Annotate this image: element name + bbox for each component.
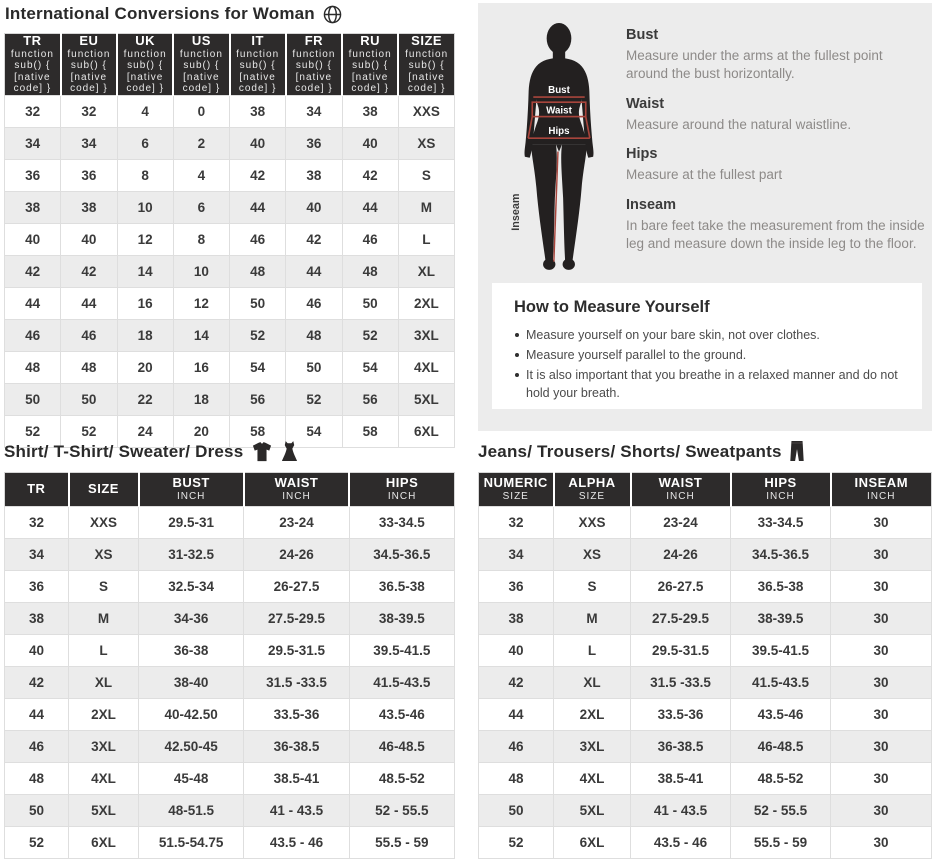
measurement-item [626, 197, 926, 253]
measurement-label: Inseam [626, 197, 676, 214]
table-cell: 36-38 [139, 635, 244, 667]
table-cell: 43.5-46 [349, 699, 454, 731]
table-cell: 24-26 [631, 539, 731, 571]
table-cell: 10 [117, 191, 173, 223]
table-cell: 52 - 55.5 [731, 795, 831, 827]
table-cell: XXS [554, 507, 631, 539]
table-cell: 30 [831, 667, 932, 699]
table-cell: 4XL [398, 351, 454, 383]
table-cell: 30 [831, 763, 932, 795]
table-cell: 46-48.5 [731, 731, 831, 763]
table-cell: 29.5-31.5 [244, 635, 349, 667]
table-cell: L [554, 635, 631, 667]
table-cell: 42 [286, 223, 342, 255]
table-header-row [5, 34, 455, 96]
table-cell: 5XL [398, 383, 454, 415]
table-row [479, 731, 932, 763]
table-cell: 31-32.5 [139, 539, 244, 571]
table-row [5, 763, 455, 795]
column-header: IT function sub() { [native code] } [230, 34, 286, 96]
table-cell: 44 [342, 191, 398, 223]
column-header: SIZE function sub() { [native code] } [398, 34, 454, 96]
table-cell: 46 [342, 223, 398, 255]
table-row [5, 635, 455, 667]
how-to-measure-title: How to Measure Yourself [514, 298, 710, 316]
how-to-measure-box [492, 283, 922, 409]
table-cell: 40 [286, 191, 342, 223]
table-cell: 16 [173, 351, 229, 383]
measurement-item [626, 27, 926, 83]
dress-icon [281, 441, 298, 462]
table-cell: 24 [117, 415, 173, 447]
table-cell: S [398, 159, 454, 191]
table-cell: 48 [61, 351, 117, 383]
table-cell: 38.5-41 [631, 763, 731, 795]
measurement-label: Bust [626, 27, 659, 43]
table-cell: 50 [479, 795, 554, 827]
table-cell: 38 [5, 603, 69, 635]
table-cell: M [69, 603, 139, 635]
table-cell: 38 [286, 159, 342, 191]
table-cell: 48.5-52 [349, 763, 454, 795]
table-row [479, 763, 932, 795]
table-cell: 27.5-29.5 [631, 603, 731, 635]
table-cell: 50 [230, 287, 286, 319]
table-cell: 32 [61, 95, 117, 127]
table-row [479, 571, 932, 603]
table-cell: 30 [831, 507, 932, 539]
table-cell: 40 [342, 127, 398, 159]
jeans-section-title [478, 441, 804, 462]
table-cell: 36 [61, 159, 117, 191]
table-cell: L [398, 223, 454, 255]
table-cell: 38 [230, 95, 286, 127]
table-cell: 0 [173, 95, 229, 127]
table-cell: 54 [286, 415, 342, 447]
table-cell: 4XL [69, 763, 139, 795]
table-cell: 32 [5, 95, 61, 127]
table-row [5, 539, 455, 571]
table-row [5, 255, 455, 287]
table-row [479, 635, 932, 667]
table-cell: 52 - 55.5 [349, 795, 454, 827]
jeans-section-title-text: Jeans/ Trousers/ Shorts/ Sweatpants [478, 441, 782, 461]
table-cell: 48-51.5 [139, 795, 244, 827]
table-cell: 29.5-31 [139, 507, 244, 539]
table-cell: 48 [5, 351, 61, 383]
table-cell: 8 [117, 159, 173, 191]
table-cell: 26-27.5 [631, 571, 731, 603]
table-cell: 31.5 -33.5 [244, 667, 349, 699]
table-cell: 3XL [554, 731, 631, 763]
column-header: WAIST INCH [631, 473, 731, 507]
table-cell: XS [398, 127, 454, 159]
table-cell: 42 [5, 667, 69, 699]
table-cell: 39.5-41.5 [731, 635, 831, 667]
table-cell: 41.5-43.5 [349, 667, 454, 699]
table-cell: 34.5-36.5 [349, 539, 454, 571]
table-cell: 20 [173, 415, 229, 447]
table-cell: 58 [230, 415, 286, 447]
page-title-text: International Conversions for Woman [5, 4, 315, 23]
column-header: ALPHA SIZE [554, 473, 631, 507]
table-cell: 36.5-38 [349, 571, 454, 603]
table-cell: 36-38.5 [244, 731, 349, 763]
table-cell: 52 [230, 319, 286, 351]
table-cell: 30 [831, 539, 932, 571]
table-cell: 31.5 -33.5 [631, 667, 731, 699]
table-cell: 29.5-31.5 [631, 635, 731, 667]
table-cell: 20 [117, 351, 173, 383]
table-cell: XS [554, 539, 631, 571]
table-cell: 44 [479, 699, 554, 731]
table-cell: 38-39.5 [349, 603, 454, 635]
table-cell: 40 [479, 635, 554, 667]
table-cell: 41 - 43.5 [244, 795, 349, 827]
table-row [5, 191, 455, 223]
table-cell: 33.5-36 [631, 699, 731, 731]
table-cell: XL [69, 667, 139, 699]
how-to-measure-list [514, 326, 902, 403]
table-cell: 52 [5, 827, 69, 859]
table-cell: 46 [286, 287, 342, 319]
table-cell: 38 [479, 603, 554, 635]
table-cell: 32.5-34 [139, 571, 244, 603]
table-row [5, 603, 455, 635]
table-cell: 36.5-38 [731, 571, 831, 603]
measurement-text: Measure under the arms at the fullest point around the bust horizontally. [626, 48, 883, 81]
table-cell: 33-34.5 [731, 507, 831, 539]
table-cell: 4XL [554, 763, 631, 795]
table-cell: 50 [5, 383, 61, 415]
table-cell: 2XL [69, 699, 139, 731]
table-row [5, 383, 455, 415]
table-cell: 46 [5, 731, 69, 763]
column-header: HIPS INCH [349, 473, 454, 507]
table-row [5, 319, 455, 351]
table-cell: 46 [5, 319, 61, 351]
table-cell: 52 [479, 827, 554, 859]
table-cell: XL [554, 667, 631, 699]
table-cell: 2 [173, 127, 229, 159]
column-header: RU function sub() { [native code] } [342, 34, 398, 96]
shirt-size-table [4, 472, 455, 859]
table-cell: 38-40 [139, 667, 244, 699]
table-cell: 3XL [69, 731, 139, 763]
table-cell: XL [398, 255, 454, 287]
table-cell: 40 [230, 127, 286, 159]
table-cell: 55.5 - 59 [731, 827, 831, 859]
table-cell: 34.5-36.5 [731, 539, 831, 571]
table-cell: 12 [117, 223, 173, 255]
table-cell: 30 [831, 795, 932, 827]
table-row [5, 507, 455, 539]
table-cell: 12 [173, 287, 229, 319]
column-header: UK function sub() { [native code] } [117, 34, 173, 96]
table-cell: 50 [61, 383, 117, 415]
table-cell: 48 [286, 319, 342, 351]
column-header: FR function sub() { [native code] } [286, 34, 342, 96]
table-row [479, 827, 932, 859]
table-cell: 56 [230, 383, 286, 415]
table-cell: 36 [5, 159, 61, 191]
table-cell: 50 [342, 287, 398, 319]
table-cell: 42 [479, 667, 554, 699]
table-cell: 34-36 [139, 603, 244, 635]
table-cell: 6XL [398, 415, 454, 447]
table-cell: XXS [69, 507, 139, 539]
table-cell: 38 [5, 191, 61, 223]
table-cell: 48 [5, 763, 69, 795]
table-cell: 30 [831, 571, 932, 603]
table-cell: 54 [230, 351, 286, 383]
table-cell: 30 [831, 731, 932, 763]
table-cell: 58 [342, 415, 398, 447]
table-cell: 10 [173, 255, 229, 287]
table-cell: 36 [5, 571, 69, 603]
globe-icon [323, 5, 342, 24]
table-cell: XXS [398, 95, 454, 127]
table-row [479, 603, 932, 635]
table-cell: 51.5-54.75 [139, 827, 244, 859]
table-cell: 40 [61, 223, 117, 255]
table-cell: 5XL [69, 795, 139, 827]
table-cell: 39.5-41.5 [349, 635, 454, 667]
table-header-row [5, 473, 455, 507]
table-cell: 16 [117, 287, 173, 319]
table-cell: 48.5-52 [731, 763, 831, 795]
table-cell: 38.5-41 [244, 763, 349, 795]
column-header: US function sub() { [native code] } [173, 34, 229, 96]
how-to-measure-bullet: Measure yourself on your bare skin, not over clothes. [514, 326, 902, 344]
table-cell: 30 [831, 635, 932, 667]
table-row [5, 127, 455, 159]
table-cell: 40 [5, 223, 61, 255]
measurement-text: Measure around the natural waistline. [626, 116, 852, 132]
measurement-text: Measure at the fullest part [626, 167, 783, 183]
table-cell: 44 [286, 255, 342, 287]
table-cell: 4 [117, 95, 173, 127]
table-cell: 34 [286, 95, 342, 127]
column-header: HIPS INCH [731, 473, 831, 507]
table-cell: 22 [117, 383, 173, 415]
measurement-panel [478, 3, 932, 431]
table-cell: 54 [342, 351, 398, 383]
table-row [479, 699, 932, 731]
table-cell: 38 [342, 95, 398, 127]
table-cell: 48 [479, 763, 554, 795]
table-cell: 24-26 [244, 539, 349, 571]
table-row [5, 827, 455, 859]
table-row [479, 539, 932, 571]
table-cell: 23-24 [631, 507, 731, 539]
table-cell: S [69, 571, 139, 603]
table-cell: 18 [117, 319, 173, 351]
table-cell: 56 [342, 383, 398, 415]
table-cell: 18 [173, 383, 229, 415]
table-cell: 36-38.5 [631, 731, 731, 763]
column-header: SIZE [69, 473, 139, 507]
table-cell: 45-48 [139, 763, 244, 795]
figure-waist-label: Waist [546, 105, 572, 117]
table-cell: 6XL [69, 827, 139, 859]
table-row [5, 223, 455, 255]
table-cell: 5XL [554, 795, 631, 827]
table-cell: 36 [286, 127, 342, 159]
table-cell: 2XL [554, 699, 631, 731]
table-cell: 14 [173, 319, 229, 351]
table-cell: 42 [342, 159, 398, 191]
table-row [5, 287, 455, 319]
table-cell: 44 [5, 287, 61, 319]
table-cell: 46 [479, 731, 554, 763]
table-cell: M [554, 603, 631, 635]
shirt-section-title-text: Shirt/ T-Shirt/ Sweater/ Dress [4, 441, 244, 461]
how-to-measure-bullet: Measure yourself parallel to the ground. [514, 346, 902, 364]
measurement-definitions [626, 27, 926, 266]
table-cell: 42 [5, 255, 61, 287]
measurement-item [626, 96, 926, 134]
measurement-text: In bare feet take the measurement from the inside leg and measure down the inside leg to the floor. [626, 218, 925, 252]
table-cell: 55.5 - 59 [349, 827, 454, 859]
column-header: WAIST INCH [244, 473, 349, 507]
column-header: INSEAM INCH [831, 473, 932, 507]
table-cell: 44 [230, 191, 286, 223]
table-cell: 43.5-46 [731, 699, 831, 731]
measurement-label: Hips [626, 146, 658, 163]
table-cell: L [69, 635, 139, 667]
table-cell: 46 [230, 223, 286, 255]
table-cell: XS [69, 539, 139, 571]
table-row [479, 667, 932, 699]
table-cell: 43.5 - 46 [244, 827, 349, 859]
table-cell: 34 [5, 127, 61, 159]
shirt-section-title [4, 441, 298, 462]
table-cell: 41 - 43.5 [631, 795, 731, 827]
table-cell: 38 [61, 191, 117, 223]
table-cell: 32 [5, 507, 69, 539]
tshirt-icon [251, 442, 273, 462]
table-cell: 42 [61, 255, 117, 287]
table-cell: 23-24 [244, 507, 349, 539]
table-cell: 4 [173, 159, 229, 191]
table-cell: 32 [479, 507, 554, 539]
international-conversion-table [4, 33, 455, 448]
table-cell: 48 [342, 255, 398, 287]
table-row [5, 667, 455, 699]
table-row [5, 795, 455, 827]
table-cell: 42.50-45 [139, 731, 244, 763]
column-header: TR function sub() { [native code] } [5, 34, 61, 96]
table-row [5, 699, 455, 731]
table-cell: 41.5-43.5 [731, 667, 831, 699]
table-cell: 46 [61, 319, 117, 351]
figure-hips-label: Hips [548, 126, 570, 138]
table-cell: 26-27.5 [244, 571, 349, 603]
table-cell: 34 [479, 539, 554, 571]
table-row [5, 351, 455, 383]
table-cell: S [554, 571, 631, 603]
figure-bust-label: Bust [548, 84, 570, 96]
jeans-size-table [478, 472, 932, 859]
column-header: TR [5, 473, 69, 507]
table-cell: 46-48.5 [349, 731, 454, 763]
table-row [479, 507, 932, 539]
table-cell: 8 [173, 223, 229, 255]
table-cell: 14 [117, 255, 173, 287]
table-cell: 30 [831, 699, 932, 731]
table-cell: 42 [230, 159, 286, 191]
table-cell: 52 [286, 383, 342, 415]
table-cell: 40-42.50 [139, 699, 244, 731]
table-cell: 52 [61, 415, 117, 447]
table-cell: 44 [5, 699, 69, 731]
how-to-measure-bullet: It is also important that you breathe in a relaxed manner and do not hold your breath. [514, 366, 902, 402]
table-header-row [479, 473, 932, 507]
table-cell: 34 [5, 539, 69, 571]
table-row [5, 731, 455, 763]
pants-icon [790, 441, 804, 462]
table-cell: 50 [286, 351, 342, 383]
table-cell: 33-34.5 [349, 507, 454, 539]
page-title [5, 4, 342, 24]
figure-inseam-label: Inseam [509, 193, 522, 231]
table-cell: 52 [5, 415, 61, 447]
table-cell: 50 [5, 795, 69, 827]
table-row [5, 95, 455, 127]
table-row [5, 571, 455, 603]
table-cell: 2XL [398, 287, 454, 319]
column-header: EU function sub() { [native code] } [61, 34, 117, 96]
table-cell: 6XL [554, 827, 631, 859]
table-cell: 30 [831, 603, 932, 635]
table-cell: 6 [173, 191, 229, 223]
table-cell: 36 [479, 571, 554, 603]
table-cell: 43.5 - 46 [631, 827, 731, 859]
table-cell: 33.5-36 [244, 699, 349, 731]
table-cell: 27.5-29.5 [244, 603, 349, 635]
table-row [5, 159, 455, 191]
table-row [479, 795, 932, 827]
table-cell: M [398, 191, 454, 223]
measurement-item [626, 146, 926, 184]
woman-silhouette-figure [502, 23, 616, 275]
table-cell: 44 [61, 287, 117, 319]
table-cell: 52 [342, 319, 398, 351]
table-cell: 48 [230, 255, 286, 287]
measurement-label: Waist [626, 95, 665, 112]
table-cell: 38-39.5 [731, 603, 831, 635]
column-header: NUMERIC SIZE [479, 473, 554, 507]
table-cell: 34 [61, 127, 117, 159]
table-cell: 30 [831, 827, 932, 859]
column-header: BUST INCH [139, 473, 244, 507]
table-cell: 40 [5, 635, 69, 667]
table-cell: 3XL [398, 319, 454, 351]
table-cell: 6 [117, 127, 173, 159]
